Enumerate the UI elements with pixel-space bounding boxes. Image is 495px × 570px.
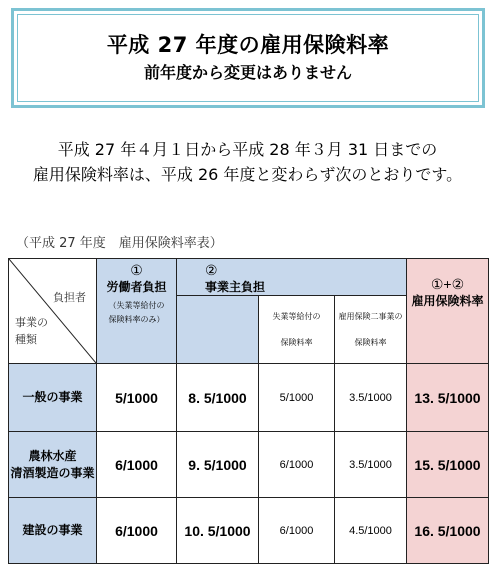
cell-unemployment-rate: 6/1000 xyxy=(259,432,335,498)
row-business-type xyxy=(9,364,97,432)
cell-worker-rate: 6/1000 xyxy=(97,432,177,498)
row-business-type xyxy=(9,432,97,498)
header-two-programs-line-2: 保険料率 xyxy=(354,337,387,347)
cell-employer-rate: 8. 5/1000 xyxy=(177,364,259,432)
header-unemployment-benefit xyxy=(259,296,335,364)
cell-unemployment-rate: 5/1000 xyxy=(259,364,335,432)
header-employer-label: 事業主負担 xyxy=(205,280,266,294)
corner-label-payer: 負担者 xyxy=(53,292,86,304)
cell-total-rate: 13. 5/1000 xyxy=(407,364,489,432)
cell-worker-rate: 6/1000 xyxy=(97,498,177,564)
statement xyxy=(0,137,495,187)
notice-subtitle: 前年度から変更はありません xyxy=(143,63,352,82)
header-total-label: 雇用保険料率 xyxy=(411,294,484,308)
corner-header-cell xyxy=(9,259,97,364)
cell-two-programs-rate: 3.5/1000 xyxy=(335,432,407,498)
corner-label-line-2: 種類 xyxy=(15,334,37,346)
notice-box-inner xyxy=(17,14,479,102)
header-worker-note xyxy=(97,299,176,327)
header-worker-note-line-1: （失業等給付の xyxy=(108,301,165,310)
cell-worker-rate: 5/1000 xyxy=(97,364,177,432)
header-employer xyxy=(177,259,407,296)
header-unemployment-benefit-line-1: 失業等給付の xyxy=(272,311,321,321)
cell-total-rate: 16. 5/1000 xyxy=(407,498,489,564)
cell-employer-rate: 10. 5/1000 xyxy=(177,498,259,564)
row-business-type-line-1: 建設の事業 xyxy=(22,523,83,537)
corner-label-business-type xyxy=(15,315,48,349)
cell-total-rate: 15. 5/1000 xyxy=(407,432,489,498)
cell-two-programs-rate: 4.5/1000 xyxy=(335,498,407,564)
header-two-programs xyxy=(335,296,407,364)
header-worker-label: 労働者負担 xyxy=(106,280,167,294)
header-total-number: ①+② xyxy=(430,276,465,292)
header-employer-number: ② xyxy=(205,262,218,278)
table-row xyxy=(9,432,489,498)
row-business-type-line-1: 農林水産 xyxy=(28,448,77,463)
notice-box xyxy=(11,8,485,108)
header-worker xyxy=(97,259,177,364)
cell-employer-rate: 9. 5/1000 xyxy=(177,432,259,498)
cell-two-programs-rate: 3.5/1000 xyxy=(335,364,407,432)
header-total xyxy=(407,259,489,364)
cell-unemployment-rate: 6/1000 xyxy=(259,498,335,564)
table-caption: （平成 27 年度 雇用保険料率表） xyxy=(16,236,223,251)
header-worker-note-line-2: 保険料率のみ） xyxy=(108,315,165,324)
row-business-type-line-1: 一般の事業 xyxy=(22,390,83,404)
row-business-type-line-2: 清酒製造の事業 xyxy=(10,465,95,480)
table-row xyxy=(9,364,489,432)
table-row xyxy=(9,498,489,564)
header-worker-number: ① xyxy=(130,262,143,278)
rate-table xyxy=(8,258,489,564)
row-business-type xyxy=(9,498,97,564)
header-two-programs-line-1: 雇用保険二事業の xyxy=(338,311,403,321)
corner-label-line-1: 事業の xyxy=(15,317,48,329)
notice-title: 平成 27 年度の雇用保険料率 xyxy=(106,33,390,57)
header-employer-blank xyxy=(177,296,259,364)
statement-line-2: 雇用保険料率は、平成 26 年度と変わらず次のとおりです。 xyxy=(32,165,463,184)
statement-line-1: 平成 27 年４月１日から平成 28 年３月 31 日までの xyxy=(57,140,438,159)
header-unemployment-benefit-line-2: 保険料率 xyxy=(280,337,313,347)
